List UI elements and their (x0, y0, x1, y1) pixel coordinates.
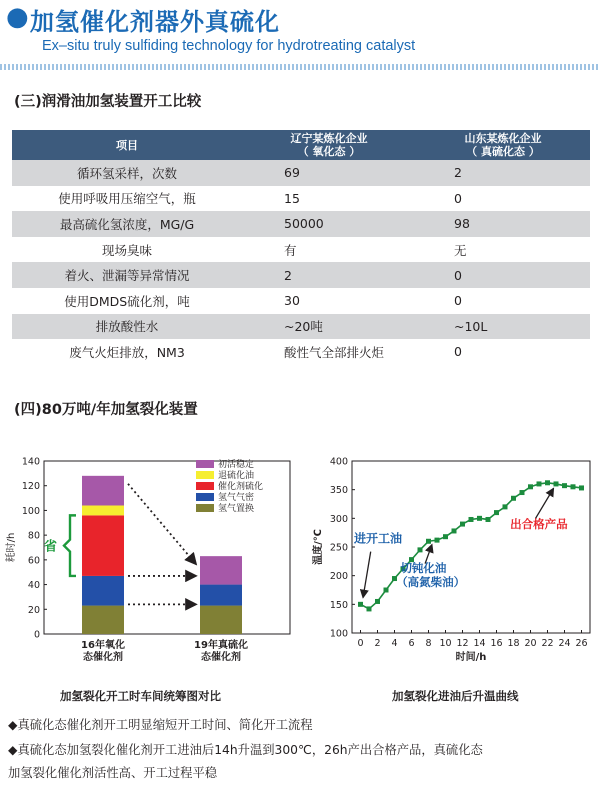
section-3-title: (三)润滑油加氢装置开工比较 (14, 94, 202, 110)
bar-segment (200, 606, 242, 634)
annotation-arrow (536, 489, 554, 519)
table-row (12, 186, 590, 212)
note-1: ◆真硫化态催化剂开工明显缩短开工时间、简化开工流程 (8, 718, 313, 732)
y-axis-title: 耗时/h (6, 532, 17, 563)
comparison-arrow (128, 484, 196, 564)
temperature-point (503, 504, 508, 509)
temperature-point (537, 481, 542, 486)
temperature-point (443, 534, 448, 539)
temperature-point (477, 516, 482, 521)
x-tick-label: 26 (575, 638, 588, 649)
row-value-sulfided: 0 (454, 344, 462, 360)
temperature-point (452, 528, 457, 533)
table-row (12, 314, 590, 340)
savings-bracket (64, 515, 76, 576)
page-title: 加氢催化剂器外真硫化 (30, 8, 280, 36)
bar-chart-caption: 加氢裂化开工时车间统筹图对比 (60, 689, 221, 703)
header-divider (0, 64, 600, 70)
note-2: ◆真硫化态加氢裂化催化剂开工进油后14h升温到300℃，26h产出合格产品，真硫化态 (8, 743, 483, 757)
row-value-oxide: 50000 (242, 211, 416, 237)
x-tick-label: 20 (524, 638, 537, 649)
row-value-oxide: 30 (284, 293, 300, 309)
row-item: 现场臭味 (101, 242, 152, 258)
x-tick-label: 2 (374, 638, 381, 649)
temperature-point (528, 484, 533, 489)
row-item: 着火、泄漏等异常情况 (12, 262, 242, 288)
row-value-oxide: ~20吨 (242, 314, 416, 340)
bar-segment (200, 585, 242, 606)
bar-segment (82, 606, 124, 634)
x-tick-label: 16 (490, 638, 503, 649)
legend-label: 催化剂硫化 (218, 482, 264, 492)
temperature-point (562, 483, 567, 488)
x-tick-label: 4 (391, 638, 398, 649)
temperature-point (358, 602, 363, 607)
row-item: 循环氢采样，次数 (12, 160, 242, 186)
annotation-mid-sub: （高氮柴油） (396, 574, 466, 589)
annotation-end: 出合格产品 (510, 517, 568, 532)
legend-swatch (196, 460, 214, 468)
legend-label: 氢气气密 (218, 493, 255, 503)
col-header-liaoning-name: 辽宁某炼化企业 (290, 132, 368, 145)
bar-segment (200, 556, 242, 584)
col-header-item: 项目 (12, 130, 242, 160)
table-row (12, 160, 590, 186)
x-tick-label: 6 (408, 638, 415, 649)
row-value-sulfided: 98 (416, 211, 590, 237)
row-item: 废气火炬排放，NM3 (69, 344, 185, 360)
y-tick-label: 140 (21, 456, 40, 468)
temperature-point (511, 496, 516, 501)
y-tick-label: 120 (21, 481, 40, 493)
x-tick-label: 24 (558, 638, 571, 649)
row-value-sulfided: 无 (454, 242, 467, 258)
temperature-point (435, 538, 440, 543)
y-tick-label: 20 (27, 604, 40, 616)
table-row (12, 262, 590, 288)
bar-segment (82, 576, 124, 606)
temperature-point (545, 480, 550, 485)
temperature-point (384, 588, 389, 593)
title-bullet: ● (6, 2, 29, 32)
section-4-title: (四)80万吨/年加氢裂化装置 (14, 402, 198, 418)
y-tick-label: 80 (27, 530, 40, 542)
y-tick-label: 100 (21, 505, 40, 517)
temperature-point (375, 599, 380, 604)
temperature-point (469, 517, 474, 522)
row-item: 使用呼吸用压缩空气，瓶 (58, 191, 196, 207)
note-3: 加氢裂化催化剂活性高、开工过程平稳 (8, 766, 218, 780)
temperature-point (486, 517, 491, 522)
y-tick-label: 300 (329, 513, 348, 525)
temperature-point (460, 522, 465, 527)
table-row (12, 237, 590, 263)
legend-swatch (196, 471, 214, 479)
x-tick-label: 12 (456, 638, 469, 649)
annotation-start: 进开工油 (354, 531, 403, 546)
temperature-point (367, 606, 372, 611)
x-axis-title: 时间/h (455, 652, 487, 663)
annotation-mid: 切钝化油 (400, 561, 447, 576)
startup-time-bar-chart (0, 448, 300, 678)
table-row (12, 288, 590, 314)
row-value-oxide: 2 (242, 262, 416, 288)
row-value-sulfided: 0 (454, 190, 462, 206)
legend-label: 氢气置换 (218, 504, 255, 514)
row-value-oxide: 15 (284, 190, 300, 206)
col-header-shandong-state: （ 真硫化态 ） (466, 145, 540, 158)
x-tick-label: 18 (507, 638, 520, 649)
y-axis-title: 温度/℃ (313, 529, 324, 565)
col-header-liaoning-state: （ 氧化态 ） (297, 145, 361, 158)
legend-label: 退硫化油 (218, 471, 255, 481)
row-item: 最高硫化氢浓度，MG/G (12, 211, 242, 237)
y-tick-label: 150 (329, 599, 348, 611)
table-row (12, 339, 590, 365)
bar-segment (82, 515, 124, 576)
col-header-shandong-name: 山东某炼化企业 (464, 132, 542, 145)
row-value-oxide: 有 (284, 242, 297, 258)
temperature-point (579, 485, 584, 490)
y-tick-label: 350 (329, 485, 348, 497)
annotation-arrow (363, 552, 371, 598)
y-tick-label: 60 (27, 555, 40, 567)
legend-swatch (196, 493, 214, 501)
x-category-label: 态催化剂 (83, 652, 123, 663)
legend-swatch (196, 504, 214, 512)
x-tick-label: 10 (439, 638, 452, 649)
savings-label: 省 (44, 539, 58, 555)
col-header-shandong (416, 130, 590, 160)
bar-segment (82, 476, 124, 506)
x-category-label: 19年真硫化 (194, 640, 248, 651)
x-tick-label: 22 (541, 638, 554, 649)
temperature-point (554, 481, 559, 486)
row-value-sulfided: 0 (416, 262, 590, 288)
temperature-point (520, 490, 525, 495)
temperature-line (361, 483, 582, 609)
table-row (12, 211, 590, 237)
plot-frame (352, 461, 590, 633)
line-chart-caption: 加氢裂化进油后升温曲线 (392, 689, 519, 703)
legend-swatch (196, 482, 214, 490)
row-item: 排放酸性水 (12, 314, 242, 340)
page-subtitle: Ex–situ truly sulfiding technology for hydrotreating catalyst (42, 38, 416, 54)
y-tick-label: 200 (329, 571, 348, 583)
x-category-label: 16年氧化 (81, 640, 125, 651)
table-header-row (12, 130, 590, 160)
col-header-liaoning (242, 130, 416, 160)
temperature-point (494, 510, 499, 515)
comparison-table (12, 130, 590, 365)
y-tick-label: 250 (329, 542, 348, 554)
x-tick-label: 14 (473, 638, 486, 649)
y-tick-label: 400 (329, 456, 348, 468)
row-value-sulfided: 2 (416, 160, 590, 186)
temperature-point (418, 547, 423, 552)
legend-label: 初活稳定 (218, 460, 255, 470)
row-value-sulfided: 0 (454, 293, 462, 309)
row-value-sulfided: ~10L (416, 314, 590, 340)
bar-segment (82, 505, 124, 515)
x-category-label: 态催化剂 (201, 652, 241, 663)
temperature-point (426, 539, 431, 544)
x-tick-label: 0 (357, 638, 364, 649)
y-tick-label: 100 (329, 628, 348, 640)
row-value-oxide: 69 (242, 160, 416, 186)
row-item: 使用DMDS硫化剂，吨 (64, 293, 190, 309)
heating-curve-chart (300, 448, 600, 678)
x-tick-label: 8 (425, 638, 432, 649)
row-value-oxide: 酸性气全部排火炬 (284, 344, 385, 360)
y-tick-label: 0 (33, 629, 40, 641)
y-tick-label: 40 (27, 580, 40, 592)
temperature-point (571, 484, 576, 489)
